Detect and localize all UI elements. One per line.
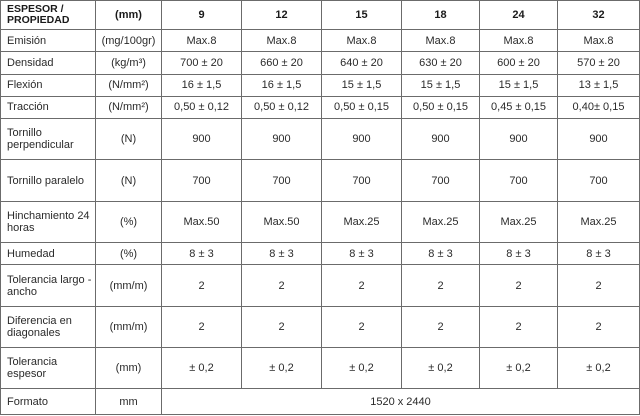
- row-value: 2: [402, 306, 480, 347]
- row-value: 2: [558, 306, 640, 347]
- row-value: 8 ± 3: [242, 243, 322, 265]
- row-value: 900: [162, 119, 242, 160]
- row-value: Max.50: [242, 201, 322, 242]
- row-property: Hinchamiento 24 horas: [1, 201, 96, 242]
- row-value: 0,40± 0,15: [558, 96, 640, 118]
- row-value: 660 ± 20: [242, 52, 322, 74]
- row-value: 2: [558, 265, 640, 306]
- header-thickness: 24: [480, 1, 558, 30]
- row-value: 8 ± 3: [162, 243, 242, 265]
- table-row: [1, 348, 640, 389]
- row-unit: (kg/m³): [96, 52, 162, 74]
- row-value: ± 0,2: [242, 348, 322, 389]
- table-row: [1, 243, 640, 265]
- header-unit: (mm): [96, 1, 162, 30]
- table-row: [1, 74, 640, 96]
- row-value: 2: [322, 265, 402, 306]
- row-property: Humedad: [1, 243, 96, 265]
- row-unit: mm: [96, 389, 162, 415]
- row-value: Max.8: [402, 30, 480, 52]
- row-value: 2: [242, 306, 322, 347]
- row-value: 630 ± 20: [402, 52, 480, 74]
- row-value: 700 ± 20: [162, 52, 242, 74]
- row-value: 900: [480, 119, 558, 160]
- row-unit: (N): [96, 119, 162, 160]
- table-row: [1, 265, 640, 306]
- row-unit: (mm): [96, 348, 162, 389]
- row-value: 0,50 ± 0,12: [162, 96, 242, 118]
- table-body: [1, 30, 640, 415]
- row-unit: (%): [96, 201, 162, 242]
- row-value: Max.25: [558, 201, 640, 242]
- row-unit: (%): [96, 243, 162, 265]
- row-value: ± 0,2: [322, 348, 402, 389]
- row-value: 700: [480, 160, 558, 201]
- row-property: Tolerancia largo - ancho: [1, 265, 96, 306]
- row-value: Max.8: [322, 30, 402, 52]
- row-value: 570 ± 20: [558, 52, 640, 74]
- row-value: 8 ± 3: [480, 243, 558, 265]
- row-value: 2: [480, 265, 558, 306]
- row-value: 15 ± 1,5: [480, 74, 558, 96]
- row-property: Formato: [1, 389, 96, 415]
- row-property: Diferencia en diagonales: [1, 306, 96, 347]
- format-value: 1520 x 2440: [162, 389, 640, 415]
- row-value: 700: [558, 160, 640, 201]
- row-value: 700: [162, 160, 242, 201]
- row-value: 8 ± 3: [322, 243, 402, 265]
- row-value: 16 ± 1,5: [162, 74, 242, 96]
- row-value: 0,45 ± 0,15: [480, 96, 558, 118]
- row-value: 900: [242, 119, 322, 160]
- row-value: ± 0,2: [162, 348, 242, 389]
- row-value: 900: [322, 119, 402, 160]
- row-value: Max.8: [162, 30, 242, 52]
- table-row: [1, 306, 640, 347]
- row-value: 600 ± 20: [480, 52, 558, 74]
- row-value: 2: [480, 306, 558, 347]
- row-value: 640 ± 20: [322, 52, 402, 74]
- row-value: Max.25: [402, 201, 480, 242]
- header-thickness: 32: [558, 1, 640, 30]
- table-row: [1, 119, 640, 160]
- row-unit: (mm/m): [96, 265, 162, 306]
- row-value: 15 ± 1,5: [402, 74, 480, 96]
- header-thickness: 18: [402, 1, 480, 30]
- row-value: Max.25: [480, 201, 558, 242]
- row-value: ± 0,2: [402, 348, 480, 389]
- row-value: 700: [402, 160, 480, 201]
- row-value: Max.8: [558, 30, 640, 52]
- row-value: 2: [242, 265, 322, 306]
- row-value: 13 ± 1,5: [558, 74, 640, 96]
- row-value: 2: [402, 265, 480, 306]
- row-value: 2: [162, 306, 242, 347]
- row-unit: (N/mm²): [96, 96, 162, 118]
- row-value: 900: [402, 119, 480, 160]
- row-property: Emisión: [1, 30, 96, 52]
- row-property: Tracción: [1, 96, 96, 118]
- table-row: [1, 30, 640, 52]
- row-value: 900: [558, 119, 640, 160]
- header-row: [1, 1, 640, 30]
- row-value: 8 ± 3: [402, 243, 480, 265]
- row-value: 700: [242, 160, 322, 201]
- row-value: 0,50 ± 0,15: [322, 96, 402, 118]
- row-unit: (N/mm²): [96, 74, 162, 96]
- row-value: 8 ± 3: [558, 243, 640, 265]
- row-value: 0,50 ± 0,12: [242, 96, 322, 118]
- row-value: 2: [322, 306, 402, 347]
- row-unit: (mg/100gr): [96, 30, 162, 52]
- row-value: 15 ± 1,5: [322, 74, 402, 96]
- row-value: ± 0,2: [558, 348, 640, 389]
- header-thickness: 15: [322, 1, 402, 30]
- row-property: Densidad: [1, 52, 96, 74]
- row-property: Flexión: [1, 74, 96, 96]
- header-property: ESPESOR / PROPIEDAD: [1, 1, 96, 30]
- table-row: [1, 52, 640, 74]
- row-property: Tornillo perpendicular: [1, 119, 96, 160]
- row-unit: (mm/m): [96, 306, 162, 347]
- row-value: 700: [322, 160, 402, 201]
- header-thickness: 9: [162, 1, 242, 30]
- row-value: 0,50 ± 0,15: [402, 96, 480, 118]
- row-value: ± 0,2: [480, 348, 558, 389]
- table-row: [1, 201, 640, 242]
- row-unit: (N): [96, 160, 162, 201]
- table-row: [1, 96, 640, 118]
- footer-row: [1, 389, 640, 415]
- table-row: [1, 160, 640, 201]
- header-thickness: 12: [242, 1, 322, 30]
- row-property: Tolerancia espesor: [1, 348, 96, 389]
- row-value: Max.25: [322, 201, 402, 242]
- row-value: 16 ± 1,5: [242, 74, 322, 96]
- row-value: Max.8: [480, 30, 558, 52]
- row-value: Max.8: [242, 30, 322, 52]
- row-value: 2: [162, 265, 242, 306]
- row-property: Tornillo paralelo: [1, 160, 96, 201]
- row-value: Max.50: [162, 201, 242, 242]
